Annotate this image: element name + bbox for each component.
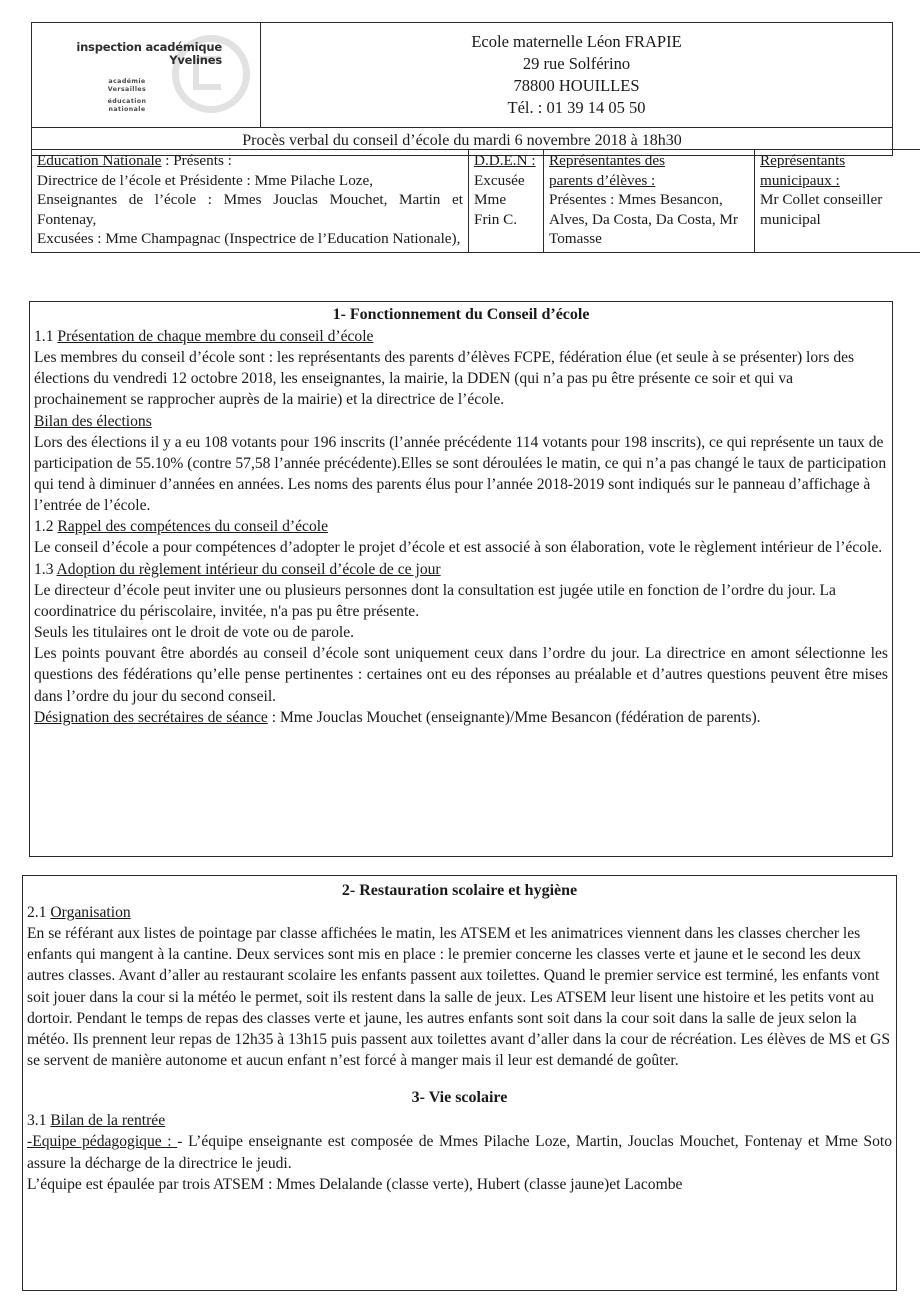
section-1-1-heading <box>34 326 888 347</box>
section-2-and-3-box <box>22 875 897 1291</box>
education-nationale-line: Directrice de l’école et Présidente : Mme Pilache Loze, <box>37 171 374 189</box>
logo-main-text <box>32 41 222 67</box>
section-1-1-paragraph: Les membres du conseil d’école sont : les représentants des parents d’élèves FCPE, fédération élue (et seule à se présenter) lors des élections du vendredi 12 octobre 2018, les enseignantes, la mairie, la DDEN (qui n’a pas pu être présente ce soir et qui va prochainement se rapprocher auprès de la mairie) et la directrice de l’école. <box>34 349 855 409</box>
school-address-cell <box>261 23 893 128</box>
dden-line: Frin C. <box>474 210 518 228</box>
logo-wrap <box>32 23 260 127</box>
parents-heading-line-2: parents d’élèves : <box>549 171 656 189</box>
logo-line-2: Yvelines <box>169 53 222 67</box>
logo-sub-3: éducation <box>107 98 147 105</box>
section-3-1-heading <box>27 1110 892 1131</box>
pedagogical-team-label: -Equipe pédagogique : <box>27 1133 178 1151</box>
cell-dden <box>469 150 544 253</box>
section-1-3-paragraph-c: Les points pouvant être abordés au conseil d’école sont uniquement ceux dans l’ordre du jour. La directrice en amont sélectionne les questions des fédérations qu’elle pense pertinentes : certaines ont eu des réponses au préalable et d’autres questions peuvent être mises dans l’ordre du jour du second conseil. <box>34 645 888 705</box>
logo-line-1: inspection académique <box>76 40 222 54</box>
cell-municipal-representatives <box>755 150 920 253</box>
logo-sub-2: Versailles <box>107 86 147 93</box>
section-1-2-title: Rappel des compétences du conseil d’école <box>57 518 329 536</box>
logo-sub-1: académie <box>108 78 146 85</box>
municipal-heading-line-2: municipaux : <box>760 171 840 189</box>
school-city: 78800 HOUILLES <box>513 76 640 95</box>
municipal-heading-line-1: Représentants <box>760 152 846 169</box>
section-3-title: 3- Vie scolaire <box>411 1089 508 1107</box>
section-1-3-paragraph-a: Le directeur d’école peut inviter une ou plusieurs personnes dont la consultation est jugée utile en fonction de l’ordre du jour. La coordinatrice du périscolaire, invitée, n'a pas pu être présente. <box>34 581 836 620</box>
attendance-table <box>31 149 920 253</box>
education-nationale-heading <box>37 151 463 171</box>
section-1-3-number: 1.3 <box>34 560 57 578</box>
logo-sub-4: nationale <box>108 106 146 113</box>
attendance-row <box>32 150 920 253</box>
letterhead-row <box>32 23 893 128</box>
school-phone: Tél. : 01 39 14 05 50 <box>507 98 646 117</box>
inspection-academique-logo-cell <box>32 23 261 128</box>
section-2-inner <box>23 880 896 1195</box>
section-1-3-heading <box>34 559 888 580</box>
minutes-title: Procès verbal du conseil d’école du mardi 6 novembre 2018 à 18h30 <box>32 128 893 156</box>
cell-education-nationale <box>32 150 469 253</box>
secretaries-names: : Mme Jouclas Mouchet (enseignante)/Mme Besancon (fédération de parents). <box>267 708 761 726</box>
secretaries-paragraph <box>34 707 888 728</box>
section-1-inner <box>30 304 892 728</box>
section-1-2-heading <box>34 516 888 537</box>
section-1-3-paragraph-b: Seuls les titulaires ont le droit de vote ou de parole. <box>34 624 355 642</box>
section-2-1-number: 2.1 <box>27 904 51 921</box>
secretaries-label: Désignation des secrétaires de séance <box>34 708 268 726</box>
section-3-1-number: 3.1 <box>27 1112 51 1130</box>
pedagogical-team-body: - L’équipe enseignante est composée de Mmes Pilache Loze, Martin, Jouclas Mouchet, Fontenay et Mme Soto assure la décharge de la directrice le jeudi. <box>27 1133 892 1172</box>
section-1-title: 1- Fonctionnement du Conseil d’école <box>332 306 590 323</box>
section-1-1-title: Présentation de chaque membre du conseil d’école <box>57 328 374 345</box>
section-2-1-heading <box>27 902 892 923</box>
section-3-1-paragraph-a <box>27 1131 892 1173</box>
section-2-1-title: Organisation <box>50 904 131 921</box>
section-3-1-title: Bilan de la rentrée <box>50 1112 166 1130</box>
school-name: Ecole maternelle Léon FRAPIE <box>471 32 682 51</box>
letterhead-table <box>31 22 893 156</box>
dden-line: Excusée <box>474 171 525 189</box>
dden-heading: D.D.E.N : <box>474 152 536 169</box>
municipal-member: Mr Collet conseiller municipal <box>760 191 883 228</box>
cell-parent-representatives <box>544 150 755 253</box>
section-1-2-paragraph: Le conseil d’école a pour compétences d’adopter le projet d’école et est associé à son élaboration, vote le règlement intérieur de l’école. <box>34 539 883 557</box>
election-summary-paragraph: Lors des élections il y a eu 108 votants pour 196 inscrits (l’année précédente 114 votants pour 198 inscrits), ce qui représente un taux de participation de 55.10% (contre 57,58 l’année précédente).Elles se sont déroulées le matin, ce qui n’a pas changé le taux de participation qui tend à diminuer d’années en années. Les noms des parents élus pour l’année 2018-2019 sont indiqués sur le panneau d’affichage à l’entrée de l’école. <box>34 433 887 515</box>
election-summary-heading <box>34 411 888 432</box>
logo-sub-text <box>32 78 222 114</box>
dden-line: Mme <box>474 191 507 208</box>
section-3-1-paragraph-b: L’équipe est épaulée par trois ATSEM : Mmes Delalande (classe verte), Hubert (classe jaune)et Lacombe <box>27 1175 683 1193</box>
education-nationale-present-label: : Présents : <box>161 152 232 169</box>
section-1-2-number: 1.2 <box>34 518 58 536</box>
school-street: 29 rue Solférino <box>522 54 631 73</box>
parents-heading-line-1: Représentantes des <box>549 152 665 169</box>
section-1-box <box>29 301 893 857</box>
election-summary-title: Bilan des élections <box>34 412 152 430</box>
section-2-1-paragraph: En se référant aux listes de pointage par classe affichées le matin, les ATSEM et les animatrices viennent dans les classes chercher les enfants qui mangent à la cantine. Deux services sont mis en place : le premier concerne les classes verte et jaune et le second les deux autres classes. Avant d’aller au restaurant scolaire les enfants passent aux toilettes. Quand le premier service est terminé, les enfants vont soit jouer dans la cour si la météo le permet, soit ils restent dans la salle de jeux. Les ATSEM leur lisent une histoire et les petits vont au dortoir. Pendant le temps de repas des classes verte et jaune, les autres enfants sont soit dans la cour soit dans la salle de jeux selon la météo. Ils prennent leur repas de 12h35 à 13h15 puis passent aux toilettes avant d’aller dans la cour de récréation. Les élèves de MS et GS se servent de manière autonome et aucun enfant n’est forcé à manger mais il leur est demandé de goûter. <box>27 925 891 1070</box>
section-2-title: 2- Restauration scolaire et hygiène <box>341 882 578 899</box>
section-1-3-title: Adoption du règlement intérieur du conseil d’école de ce jour <box>56 560 441 578</box>
education-nationale-line: Enseignantes de l’école : Mmes Jouclas Mouchet, Martin et Fontenay, <box>37 191 463 228</box>
education-nationale-label: Education Nationale <box>37 152 162 169</box>
section-1-1-number: 1.1 <box>34 328 58 345</box>
parents-present-list: Présentes : Mmes Besancon, Alves, Da Costa, Da Costa, Mr Tomasse <box>549 191 738 247</box>
education-nationale-line: Excusées : Mme Champagnac (Inspectrice de l’Education Nationale), <box>37 230 461 247</box>
